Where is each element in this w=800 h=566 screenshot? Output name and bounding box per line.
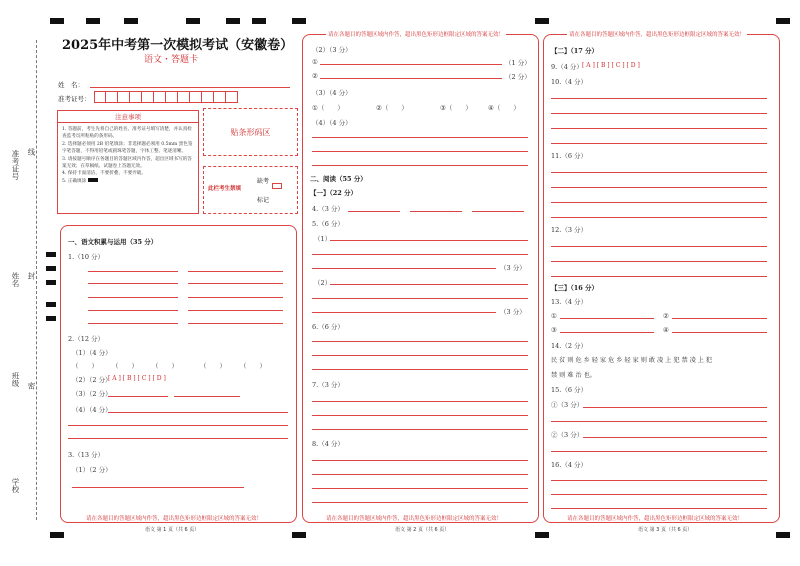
circle-label: ③ bbox=[551, 326, 557, 334]
answer-line[interactable] bbox=[551, 202, 767, 203]
answer-line[interactable] bbox=[312, 502, 528, 503]
notice-item: 1. 答题前，考生先将自己的姓名、准考证号填写清楚，并认真检查监考员所粘贴的条形码。 bbox=[62, 127, 192, 140]
fill-sample-icon bbox=[88, 178, 98, 182]
answer-line[interactable] bbox=[560, 318, 654, 319]
boundary-warning: 请在各题目的答题区域内作答，超出黑色矩形边框限定区域的答案无效！ bbox=[326, 516, 503, 522]
answer-line[interactable] bbox=[188, 283, 283, 284]
absent-box bbox=[203, 166, 298, 214]
question-label: （2） bbox=[314, 279, 332, 287]
question-label: （4）（4 分） bbox=[72, 406, 112, 414]
boundary-warning: 请在各题目的答题区域内作答，超出黑色矩形边框限定区域的答案无效！ bbox=[567, 516, 744, 522]
page-subtitle: 语文・答题卡 bbox=[144, 55, 199, 65]
answer-line[interactable] bbox=[330, 284, 528, 285]
timing-mark bbox=[186, 18, 200, 24]
answer-line[interactable] bbox=[551, 494, 767, 495]
side-line: 线 bbox=[27, 148, 36, 156]
answer-line[interactable] bbox=[72, 487, 244, 488]
timing-mark bbox=[50, 532, 64, 538]
answer-line[interactable] bbox=[312, 355, 528, 356]
answer-panel-1 bbox=[60, 225, 297, 523]
answer-line[interactable] bbox=[312, 401, 528, 402]
question-label: 7.（3 分） bbox=[312, 381, 344, 389]
side-class: 班级 bbox=[11, 372, 20, 387]
answer-line[interactable] bbox=[551, 451, 767, 452]
answer-panel-3 bbox=[543, 34, 780, 523]
section-heading: 一、语文积累与运用（35 分） bbox=[68, 238, 158, 246]
answer-line[interactable] bbox=[88, 297, 178, 298]
answer-line[interactable] bbox=[551, 187, 767, 188]
paren-blank[interactable]: （ ） bbox=[112, 362, 138, 370]
side-mark bbox=[46, 280, 56, 285]
answer-line[interactable] bbox=[551, 143, 767, 144]
question-label: 15.（6 分） bbox=[551, 386, 588, 394]
answer-line[interactable] bbox=[551, 128, 767, 129]
question-label: （3）（2 分） bbox=[72, 390, 112, 398]
side-dense: 密 bbox=[27, 382, 36, 390]
barcode-area bbox=[203, 108, 298, 156]
notice-item: 4. 保持卡面清洁，不要折叠、不要弄破。 bbox=[62, 171, 146, 177]
question-label: （1）（4 分） bbox=[72, 349, 112, 357]
boundary-warning: 请在各题目的答题区域内作答，超出黑色矩形边框限定区域的答案无效！ bbox=[569, 32, 746, 38]
absent-checkbox[interactable] bbox=[272, 183, 282, 189]
answer-line[interactable] bbox=[410, 211, 462, 212]
question-label: 13.（4 分） bbox=[551, 298, 588, 306]
subsection-heading: 【三】（16 分） bbox=[551, 284, 599, 292]
answer-line[interactable] bbox=[551, 508, 767, 509]
answer-line[interactable] bbox=[551, 261, 767, 262]
choice-options[interactable]: [ A ] [ B ] [ C ] [ D ] bbox=[582, 62, 640, 69]
absent-right-top: 缺考 bbox=[257, 178, 270, 185]
question-label: （3）（4 分） bbox=[312, 89, 352, 97]
boundary-warning: 请在各题目的答题区域内作答，超出黑色矩形边框限定区域的答案无效！ bbox=[328, 32, 505, 38]
points-label: （3 分） bbox=[500, 264, 526, 272]
page-footer: 语文 第 2 页（共 6 页） bbox=[395, 527, 450, 533]
answer-line[interactable] bbox=[88, 283, 178, 284]
barcode-label: 贴条形码区 bbox=[230, 127, 271, 137]
timing-mark bbox=[252, 18, 266, 24]
answer-line[interactable] bbox=[108, 396, 168, 397]
answer-line[interactable] bbox=[88, 310, 178, 311]
answer-line[interactable] bbox=[188, 297, 283, 298]
absent-label: 此栏考生禁填 bbox=[208, 186, 242, 192]
exam-no-label: 准考证号： bbox=[58, 95, 91, 103]
answer-line[interactable] bbox=[312, 429, 528, 430]
question-label: 8.（4 分） bbox=[312, 440, 344, 448]
answer-line[interactable] bbox=[108, 412, 288, 413]
answer-line[interactable] bbox=[560, 332, 654, 333]
answer-line[interactable] bbox=[68, 425, 288, 426]
question-label: 12.（3 分） bbox=[551, 226, 588, 234]
answer-line[interactable] bbox=[88, 323, 178, 324]
answer-line[interactable] bbox=[551, 113, 767, 114]
paren-blank[interactable]: （ ） bbox=[240, 362, 266, 370]
timing-mark bbox=[86, 18, 100, 24]
timing-mark bbox=[50, 18, 64, 24]
boundary-warning: 请在各题目的答题区域内作答，超出黑色矩形边框限定区域的答案无效！ bbox=[86, 516, 263, 522]
timing-mark bbox=[776, 532, 790, 538]
answer-line[interactable] bbox=[88, 271, 178, 272]
answer-line[interactable] bbox=[320, 78, 502, 79]
timing-mark bbox=[535, 532, 549, 538]
paren-blank[interactable]: ③（ ） bbox=[440, 104, 472, 112]
answer-line[interactable] bbox=[551, 217, 767, 218]
notice-item: 5. 正确填涂 bbox=[62, 178, 194, 185]
question-label: 5.（6 分） bbox=[312, 220, 344, 228]
timing-mark bbox=[226, 18, 240, 24]
answer-line[interactable] bbox=[551, 246, 767, 247]
absent-right-bottom: 标记 bbox=[257, 197, 270, 204]
answer-line[interactable] bbox=[312, 165, 528, 166]
answer-line[interactable] bbox=[312, 415, 528, 416]
answer-line[interactable] bbox=[672, 318, 767, 319]
side-seal: 封 bbox=[27, 272, 36, 280]
timing-mark bbox=[124, 18, 138, 24]
question-label: （2）（2 分） bbox=[72, 376, 112, 384]
answer-line[interactable] bbox=[312, 151, 528, 152]
answer-line[interactable] bbox=[312, 474, 528, 475]
question-label: 4.（3 分） bbox=[312, 205, 344, 213]
question-label: （1） bbox=[314, 235, 332, 243]
binding-line bbox=[36, 40, 37, 520]
side-school: 学校 bbox=[11, 478, 20, 493]
section-heading: 二、阅读（55 分） bbox=[310, 175, 367, 183]
sentence-text[interactable]: 禁 则 难 治 也。 bbox=[551, 372, 596, 379]
answer-line[interactable] bbox=[188, 310, 283, 311]
question-label: 14.（2 分） bbox=[551, 342, 588, 350]
side-exam-no: 准考证号 bbox=[11, 150, 20, 180]
question-label: 9.（4 分） bbox=[551, 63, 583, 71]
sentence-text[interactable]: 民 贫 则 危 乡 轻 家 危 乡 轻 家 则 敢 凌 上 犯 禁 凌 上 犯 bbox=[551, 357, 713, 364]
question-label: ①（3 分） bbox=[551, 401, 584, 409]
paren-blank[interactable]: （ ） bbox=[200, 362, 226, 370]
page-footer: 语文 第 3 页（共 6 页） bbox=[638, 527, 693, 533]
answer-line[interactable] bbox=[312, 369, 528, 370]
question-label: 10.（4 分） bbox=[551, 78, 588, 86]
paren-blank[interactable]: ④（ ） bbox=[488, 104, 520, 112]
answer-line[interactable] bbox=[312, 254, 528, 255]
question-label: （4）（4 分） bbox=[312, 119, 352, 127]
question-label: （2）（3 分） bbox=[312, 46, 352, 54]
points-label: （3 分） bbox=[500, 308, 526, 316]
answer-line[interactable] bbox=[551, 98, 767, 99]
answer-line[interactable] bbox=[68, 438, 288, 439]
answer-line[interactable] bbox=[188, 271, 283, 272]
paren-blank[interactable]: （ ） bbox=[72, 362, 98, 370]
notice-box bbox=[57, 110, 199, 214]
answer-line[interactable] bbox=[174, 396, 240, 397]
side-mark bbox=[46, 316, 56, 321]
timing-mark bbox=[292, 18, 306, 24]
answer-line[interactable] bbox=[312, 460, 528, 461]
subsection-heading: 【一】（22 分） bbox=[310, 189, 358, 197]
name-field[interactable] bbox=[90, 87, 290, 88]
timing-mark bbox=[292, 532, 306, 538]
answer-line[interactable] bbox=[583, 437, 767, 438]
question-label: （1）（2 分） bbox=[72, 466, 112, 474]
notice-item: 2. 选择题必须用 2B 铅笔填涂；非选择题必须用 0.5mm 黑色签字笔答题，不得用铅笔或圆珠笔答题，字体工整、笔迹清晰。 bbox=[62, 141, 193, 155]
choice-options[interactable]: [ A ] [ B ] [ C ] [ D ] bbox=[108, 375, 166, 382]
answer-line[interactable] bbox=[348, 211, 400, 212]
answer-line[interactable] bbox=[312, 312, 496, 313]
answer-line[interactable] bbox=[330, 240, 528, 241]
paren-blank[interactable]: ②（ ） bbox=[376, 104, 408, 112]
side-mark bbox=[46, 252, 56, 257]
timing-mark bbox=[776, 18, 790, 24]
points-label: （2 分） bbox=[505, 73, 531, 81]
page-title: 2025年中考第一次模拟考试（安徽卷） bbox=[62, 38, 294, 53]
answer-line[interactable] bbox=[312, 341, 528, 342]
question-label: 2.（12 分） bbox=[68, 335, 105, 343]
question-label: 6.（6 分） bbox=[312, 323, 344, 331]
answer-line[interactable] bbox=[551, 480, 767, 481]
side-mark bbox=[46, 266, 56, 271]
subsection-heading: 【二】（17 分） bbox=[551, 47, 599, 55]
circle-label: ① bbox=[551, 312, 557, 320]
question-label: 1.（10 分） bbox=[68, 253, 105, 261]
notice-item: 3. 请按题号顺序在各题目的答题区域内作答，超出区域书写的答案无效；在草稿纸、试题卷上答题无效。 bbox=[62, 156, 192, 170]
answer-line[interactable] bbox=[551, 421, 767, 422]
paren-blank[interactable]: （ ） bbox=[152, 362, 178, 370]
question-label: 16.（4 分） bbox=[551, 461, 588, 469]
exam-no-boxes[interactable] bbox=[94, 91, 238, 103]
answer-line[interactable] bbox=[551, 172, 767, 173]
answer-line[interactable] bbox=[472, 211, 524, 212]
answer-line[interactable] bbox=[312, 488, 528, 489]
answer-line[interactable] bbox=[320, 64, 502, 65]
answer-line[interactable] bbox=[188, 323, 283, 324]
side-mark bbox=[46, 302, 56, 307]
side-name: 姓名 bbox=[11, 272, 20, 287]
paren-blank[interactable]: ①（ ） bbox=[312, 104, 344, 112]
name-label: 姓 名： bbox=[58, 81, 84, 89]
page-footer: 语文 第 1 页（共 6 页） bbox=[145, 527, 200, 533]
circle-label: ② bbox=[312, 72, 318, 80]
question-label: ②（3 分） bbox=[551, 431, 584, 439]
answer-line[interactable] bbox=[583, 407, 767, 408]
answer-line[interactable] bbox=[551, 276, 767, 277]
circle-label: ④ bbox=[663, 326, 669, 334]
circle-label: ① bbox=[312, 58, 318, 66]
question-label: 3.（13 分） bbox=[68, 451, 105, 459]
answer-line[interactable] bbox=[312, 268, 496, 269]
points-label: （1 分） bbox=[505, 59, 531, 67]
notice-title: 注意事项 bbox=[58, 111, 198, 123]
answer-line[interactable] bbox=[312, 137, 528, 138]
timing-mark bbox=[535, 18, 549, 24]
answer-line[interactable] bbox=[672, 332, 767, 333]
circle-label: ② bbox=[663, 312, 669, 320]
answer-line[interactable] bbox=[312, 298, 528, 299]
question-label: 11.（6 分） bbox=[551, 152, 588, 160]
